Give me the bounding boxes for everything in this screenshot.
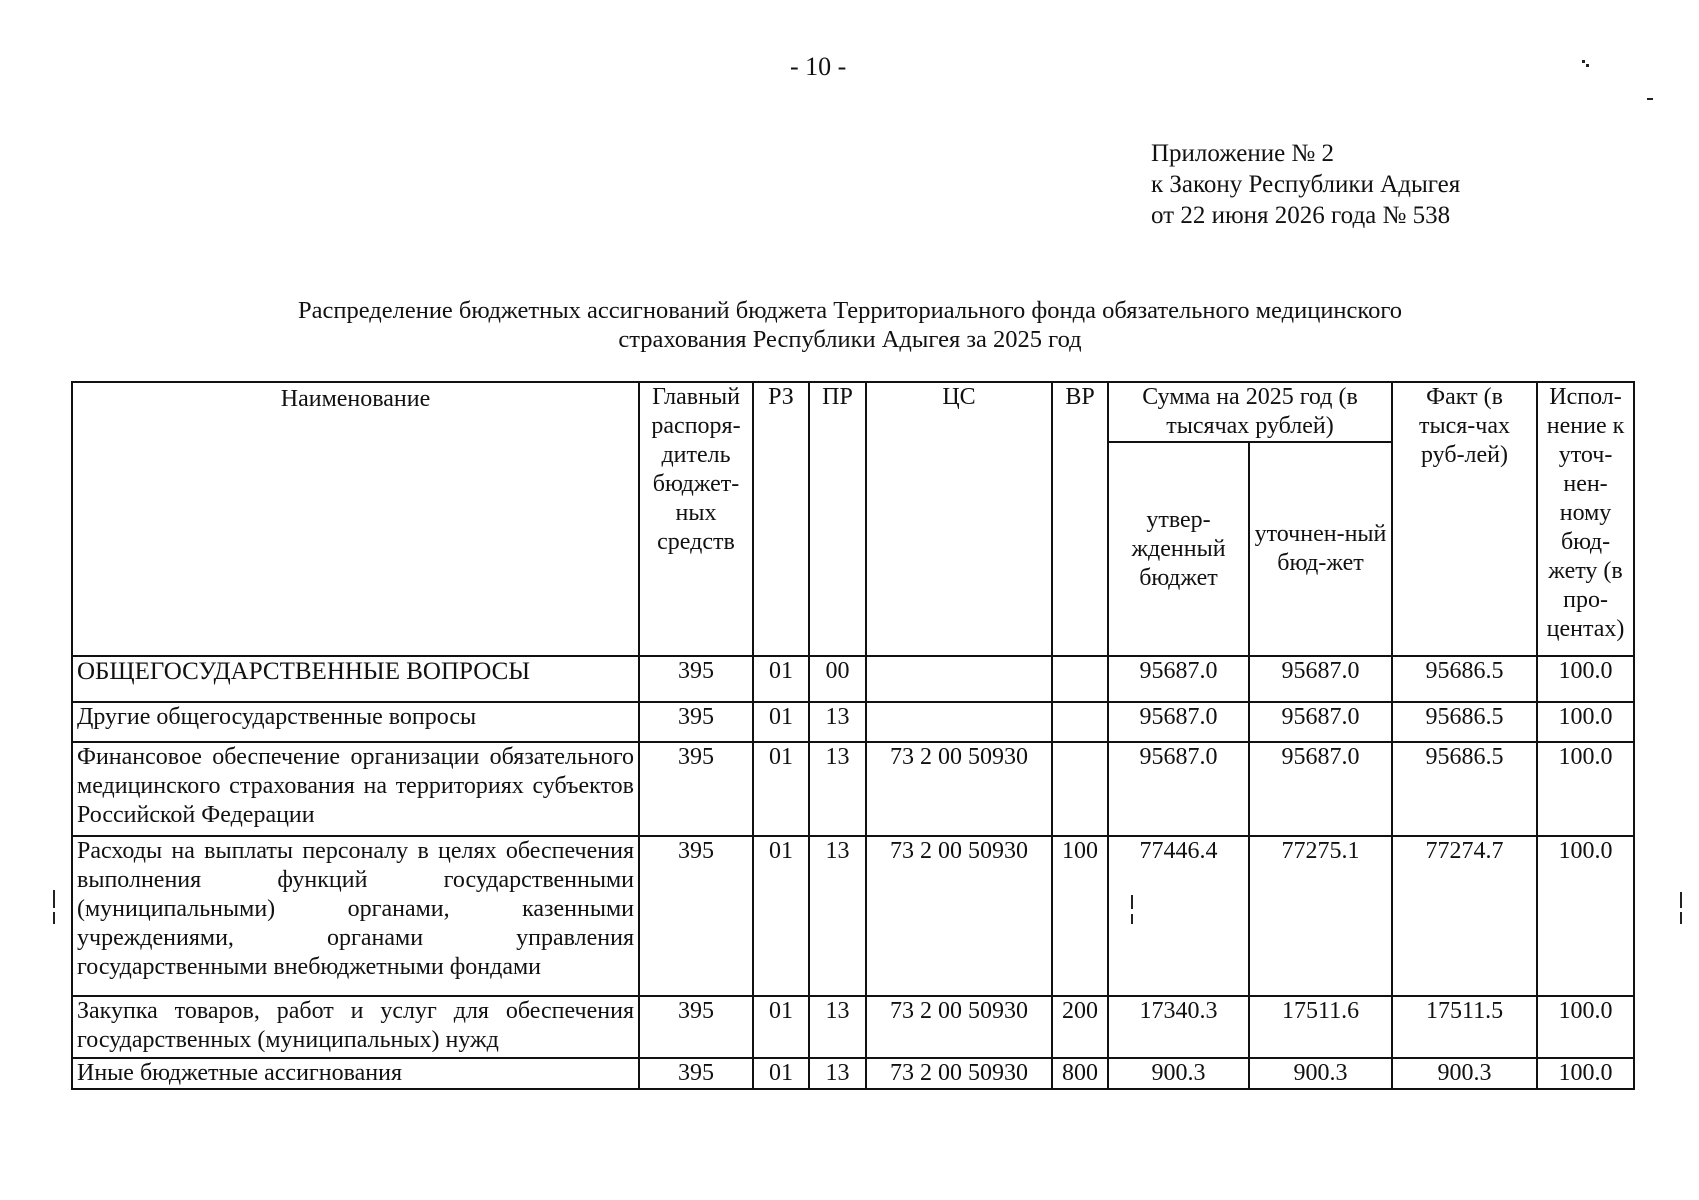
row-vr	[1052, 656, 1108, 702]
row-pr: 13	[809, 742, 866, 836]
row-cs: 73 2 00 50930	[866, 742, 1052, 836]
row-execution: 100.0	[1537, 996, 1634, 1058]
row-fact: 95686.5	[1392, 702, 1537, 742]
header-name: Наименование	[72, 382, 639, 656]
row-refined: 95687.0	[1249, 656, 1392, 702]
row-pr: 00	[809, 656, 866, 702]
table-row	[72, 1058, 1634, 1089]
row-vr	[1052, 702, 1108, 742]
row-refined: 95687.0	[1249, 742, 1392, 836]
row-fact: 900.3	[1392, 1058, 1537, 1089]
header-execution: Испол-нение к уточ-нен-ному бюд-жету (в про-центах)	[1537, 382, 1634, 656]
row-name: Закупка товаров, работ и услуг для обеспечения государственных (муниципальных) нужд	[72, 996, 639, 1058]
row-execution: 100.0	[1537, 656, 1634, 702]
header-main-manager: Главный распоря-дитель бюджет-ных средств	[639, 382, 753, 656]
row-fact: 17511.5	[1392, 996, 1537, 1058]
appendix-line-2: к Закону Республики Адыгея	[1151, 171, 1461, 198]
header-rz: РЗ	[753, 382, 809, 656]
row-name: Расходы на выплаты персоналу в целях обеспечения выполнения функций государственными (муниципальными) органами, казенными учреждениями, органами управления государственными внебюджетными фондами	[72, 836, 639, 996]
row-rz: 01	[753, 702, 809, 742]
appendix-reference	[1151, 138, 1460, 231]
row-approved: 77446.4	[1108, 836, 1249, 996]
row-pr: 13	[809, 996, 866, 1058]
header-cs: ЦС	[866, 382, 1052, 656]
row-fact: 95686.5	[1392, 656, 1537, 702]
row-vr: 100	[1052, 836, 1108, 996]
appendix-line-1: Приложение № 2	[1151, 140, 1335, 167]
row-main-manager: 395	[639, 836, 753, 996]
row-main-manager: 395	[639, 656, 753, 702]
header-refined: уточнен-ный бюд-жет	[1249, 442, 1392, 656]
title-line-1: Распределение бюджетных ассигнований бюджета Территориального фонда обязательного медицинского	[297, 297, 1403, 324]
header-approved: утвер-жденный бюджет	[1108, 442, 1249, 656]
row-main-manager: 395	[639, 1058, 753, 1089]
row-cs: 73 2 00 50930	[866, 836, 1052, 996]
row-pr: 13	[809, 836, 866, 996]
row-rz: 01	[753, 836, 809, 996]
table-row	[72, 742, 1634, 836]
row-name: Другие общегосударственные вопросы	[72, 702, 639, 742]
header-vr: ВР	[1052, 382, 1108, 656]
row-rz: 01	[753, 996, 809, 1058]
row-name: Финансовое обеспечение организации обязательного медицинского страхования на территориях субъектов Российской Федерации	[72, 742, 639, 836]
row-execution: 100.0	[1537, 836, 1634, 996]
row-vr: 800	[1052, 1058, 1108, 1089]
row-approved: 95687.0	[1108, 742, 1249, 836]
header-pr: ПР	[809, 382, 866, 656]
row-approved: 95687.0	[1108, 656, 1249, 702]
row-name: ОБЩЕГОСУДАРСТВЕННЫЕ ВОПРОСЫ	[72, 656, 639, 702]
row-refined: 77275.1	[1249, 836, 1392, 996]
row-approved: 900.3	[1108, 1058, 1249, 1089]
table-row	[72, 836, 1634, 996]
row-pr: 13	[809, 702, 866, 742]
row-cs: 73 2 00 50930	[866, 1058, 1052, 1089]
budget-table	[71, 381, 1635, 1090]
row-cs	[866, 702, 1052, 742]
row-fact: 95686.5	[1392, 742, 1537, 836]
row-main-manager: 395	[639, 742, 753, 836]
row-cs: 73 2 00 50930	[866, 996, 1052, 1058]
document-title	[150, 296, 1550, 354]
row-main-manager: 395	[639, 996, 753, 1058]
row-rz: 01	[753, 656, 809, 702]
row-approved: 95687.0	[1108, 702, 1249, 742]
row-refined: 95687.0	[1249, 702, 1392, 742]
table-row	[72, 702, 1634, 742]
row-vr: 200	[1052, 996, 1108, 1058]
row-name: Иные бюджетные ассигнования	[72, 1058, 639, 1089]
header-sum-group: Сумма на 2025 год (в тысячах рублей)	[1108, 382, 1392, 442]
row-fact: 77274.7	[1392, 836, 1537, 996]
row-execution: 100.0	[1537, 742, 1634, 836]
row-refined: 900.3	[1249, 1058, 1392, 1089]
table-row	[72, 996, 1634, 1058]
row-refined: 17511.6	[1249, 996, 1392, 1058]
page-number: - 10 -	[790, 52, 847, 81]
row-vr	[1052, 742, 1108, 836]
row-main-manager: 395	[639, 702, 753, 742]
appendix-line-3: от 22 июня 2026 года № 538	[1151, 202, 1451, 229]
row-rz: 01	[753, 742, 809, 836]
row-cs	[866, 656, 1052, 702]
title-line-2: страхования Республики Адыгея за 2025 год	[618, 326, 1082, 353]
table-row	[72, 656, 1634, 702]
row-execution: 100.0	[1537, 1058, 1634, 1089]
row-execution: 100.0	[1537, 702, 1634, 742]
row-pr: 13	[809, 1058, 866, 1089]
header-fact: Факт (в тыся-чах руб-лей)	[1392, 382, 1537, 656]
row-rz: 01	[753, 1058, 809, 1089]
row-approved: 17340.3	[1108, 996, 1249, 1058]
